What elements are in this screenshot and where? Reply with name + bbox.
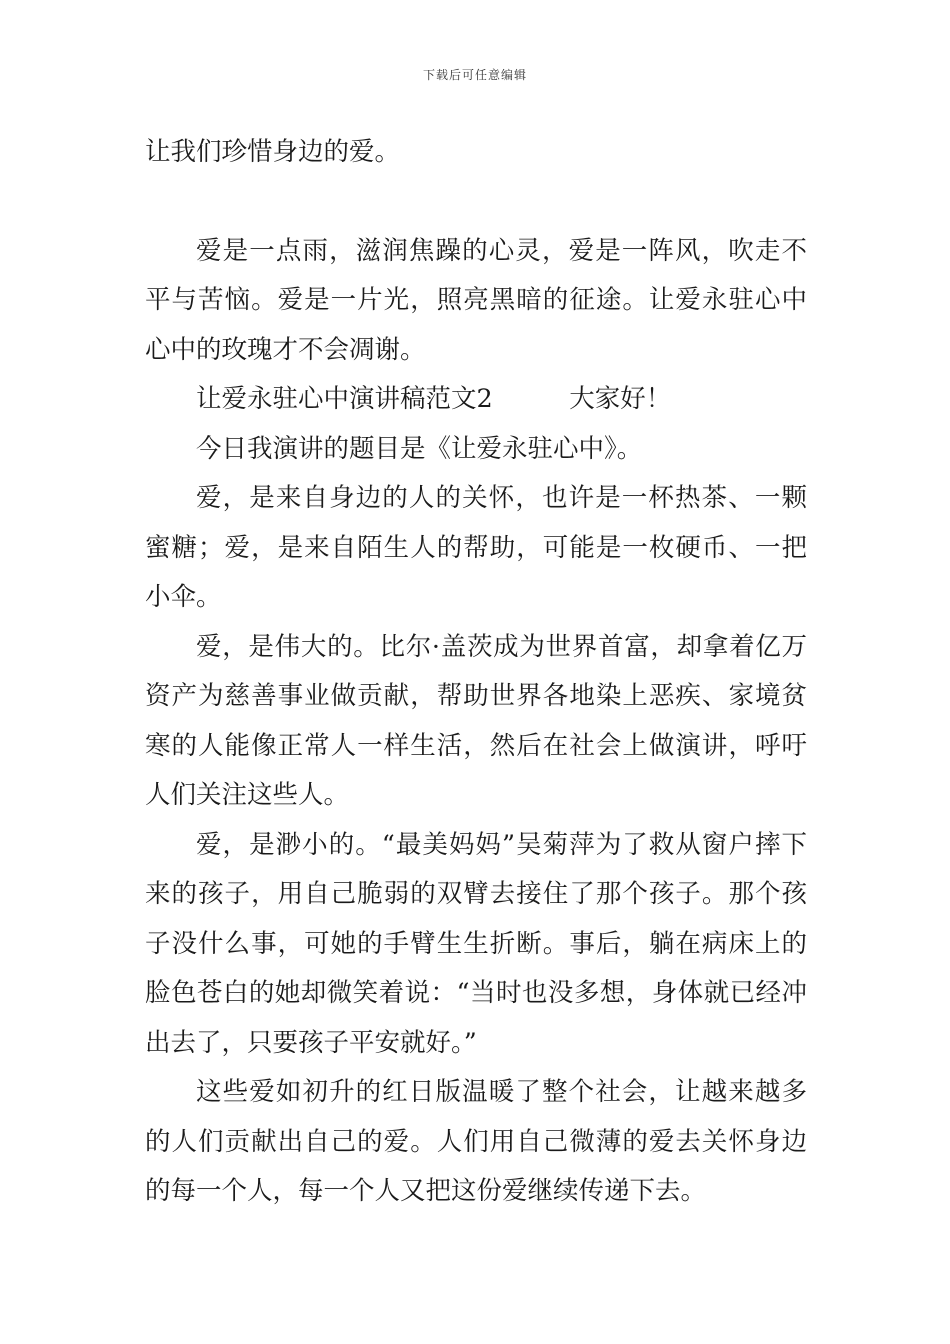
paragraph-great: 爱，是伟大的。比尔·盖茨成为世界首富，却拿着亿万资产为慈善事业做贡献，帮助世界各地染上恶疾、家境贫寒的人能像正常人一样生活，然后在社会上做演讲，呼吁人们关注这些人。 [145, 631, 807, 810]
document-body [145, 128, 807, 1217]
page-header: 下载后可任意编辑 [422, 68, 527, 82]
paragraph-closing: 让我们珍惜身边的爱。 [145, 137, 401, 167]
speech-title-line: 让爱永驻心中演讲稿范文2 大家好！ [196, 384, 672, 414]
paragraph-care: 爱，是来自身边的人的关怀，也许是一杯热茶、一颗蜜糖；爱，是来自陌生人的帮助，可能是一枚硬币、一把小伞。 [145, 483, 807, 612]
paragraph-sunrise: 这些爱如初升的红日版温暖了整个社会，让越来越多的人们贡献出自己的爱。人们用自己微薄的爱去关怀身边的每一个人，每一个人又把这份爱继续传递下去。 [145, 1077, 807, 1206]
paragraph-small: 爱，是渺小的。“最美妈妈”吴菊萍为了救从窗户摔下来的孩子，用自己脆弱的双臂去接住了那个孩子。那个孩子没什么事，可她的手臂生生折断。事后，躺在病床上的脸色苍白的她却微笑着说：“当时也没多想，身体就已经冲出去了，只要孩子平安就好。” [145, 829, 807, 1058]
paragraph-topic: 今日我演讲的题目是《让爱永驻心中》。 [196, 433, 643, 464]
paragraph-gap [145, 178, 807, 227]
paragraph-love-rain: 爱是一点雨，滋润焦躁的心灵，爱是一阵风，吹走不平与苦恼。爱是一片光，照亮黑暗的征途。让爱永驻心中心中的玫瑰才不会凋谢。 [145, 235, 807, 365]
